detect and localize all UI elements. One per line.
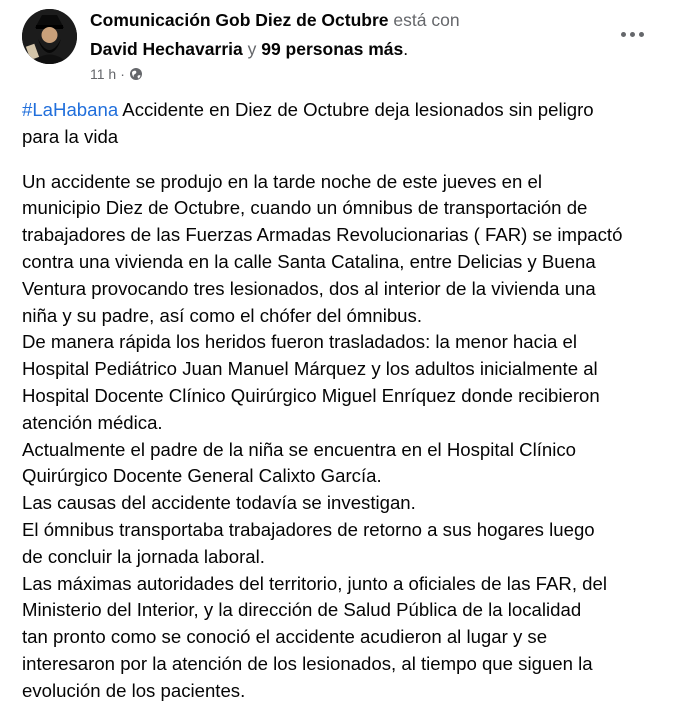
body-line: Actualmente el padre de la niña se encuentra en el Hospital Clínico [22,438,577,460]
author-name[interactable]: Comunicación Gob Diez de Octubre [90,10,389,30]
body-line: de concluir la jornada laboral. [22,545,265,567]
body-line: evolución de los pacientes. [22,679,246,701]
others-link[interactable]: 99 personas más [261,39,404,59]
body-line: Las causas del accidente todavía se investigan. [22,492,416,514]
body-line: atención médica. [22,411,163,433]
avatar[interactable] [22,9,77,64]
avatar-image [22,9,77,64]
hashtag-link[interactable]: #LaHabana [22,99,119,120]
post-title-line [90,6,610,64]
body-line: El ómnibus transportaba trabajadores de retorno a sus hogares luego [22,518,595,540]
body-line: Ministerio del Interior, y la dirección de Salud Pública de la localidad [22,599,582,621]
separator-dot: · [120,66,125,82]
globe-icon[interactable] [129,67,143,81]
body-line: Ventura provocando tres lesionados, dos al interior de la vivienda una [22,277,596,299]
body-line: De manera rápida los heridos fueron trasladados: la menor hacia el [22,331,578,353]
and-text: y [247,39,257,59]
body-line: tan pronto como se conoció el accidente acudieron al lugar y se [22,626,548,648]
post-time-line [90,66,610,82]
body-line: interesaron por la atención de los lesionados, al tiempo que siguen la [22,652,593,674]
more-options-icon[interactable] [614,24,650,44]
with-text: está con [393,10,460,30]
body-line: Hospital Pediátrico Juan Manuel Márquez y los adultos inicialmente al [22,358,598,380]
body-line: trabajadores de las Fuerzas Armadas Revolucionarias ( FAR) se impactó [22,224,623,246]
body-line: niña y su padre, así como el chófer del ómnibus. [22,304,422,326]
post-header [22,6,662,90]
body-line: Las máximas autoridades del territorio, junto a oficiales de las FAR, del [22,572,607,594]
post-meta [90,6,610,82]
title-period: . [403,39,409,59]
tagged-person[interactable]: David Hechavarria [90,39,243,59]
body-line: contra una vivienda en la calle Santa Catalina, entre Delicias y Buena [22,250,596,272]
paragraph-spacer [22,151,672,169]
body-line: Hospital Docente Clínico Quirúrgico Miguel Enríquez donde recibieron [22,384,600,406]
headline-line-2: para la vida [22,125,119,147]
headline-line-1: #LaHabana Accidente en Diez de Octubre deja lesionados sin peligro [22,99,594,120]
body-line: Un accidente se produjo en la tarde noche de este jueves en el [22,170,542,192]
post-body [22,97,672,705]
body-line: Quirúrgico Docente General Calixto García. [22,465,382,487]
post-timestamp[interactable]: 11 h [90,66,117,82]
body-line: municipio Diez de Octubre, cuando un ómnibus de transportación de [22,197,588,219]
